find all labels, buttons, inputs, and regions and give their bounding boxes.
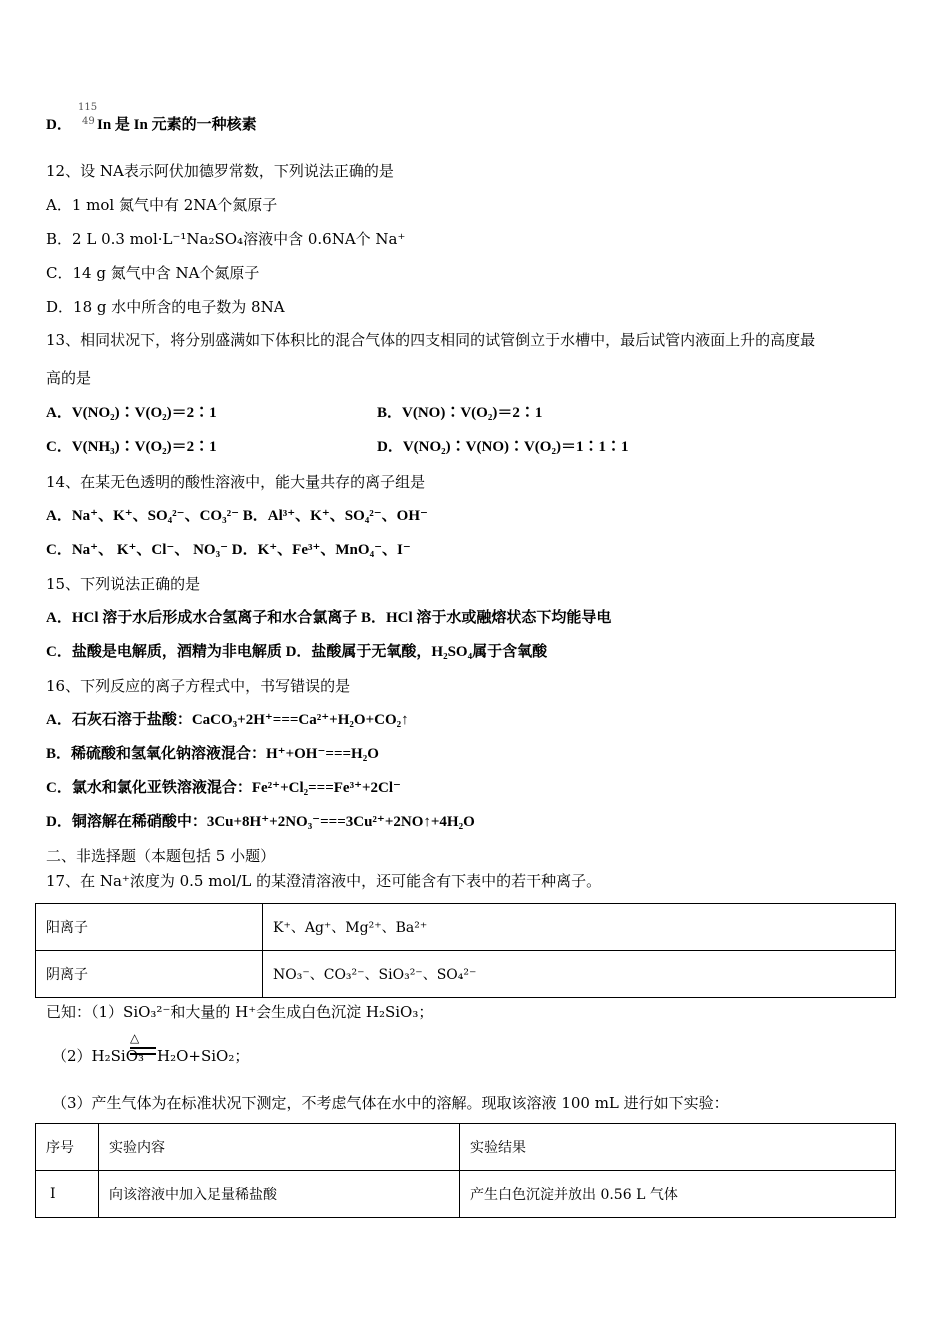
ion-list-cell: NO₃⁻、CO₃²⁻、SiO₃²⁻、SO₄²⁻ (263, 951, 896, 998)
mass-number: 115 (78, 102, 98, 113)
known-3: （3）产生气体为在标准状况下测定，不考虑气体在水中的溶解。现取该溶液 100 mL 进行如下实验： (52, 1094, 729, 1112)
row-index: Ⅰ (36, 1171, 99, 1218)
q13-stem-cont: 高的是 (46, 369, 92, 387)
ion-type-cell: 阳离子 (36, 904, 263, 951)
table-row (36, 1171, 896, 1218)
equals-sign (130, 1047, 156, 1055)
q16-option-c: C．氯水和氯化亚铁溶液混合：Fe²⁺+Cl₂===Fe³⁺+2Cl⁻ (46, 780, 401, 796)
row-result: 产生白色沉淀并放出 0.56 L 气体 (460, 1171, 896, 1218)
ion-type-cell: 阴离子 (36, 951, 263, 998)
q12-option-c: C．14 g 氮气中含 NA个氮原子 (46, 264, 260, 282)
ion-table (35, 903, 896, 998)
q16-stem: 16、下列反应的离子方程式中，书写错误的是 (46, 677, 351, 695)
atomic-number: 49 (82, 116, 95, 127)
q16-option-d: D．铜溶解在稀硝酸中：3Cu+8H⁺+2NO₃⁻===3Cu²⁺+2NO↑+4H₂O (46, 814, 475, 830)
q12-option-a: A．1 mol 氮气中有 2NA个氮原子 (46, 196, 278, 214)
header-index: 序号 (36, 1124, 99, 1171)
table-row (36, 951, 896, 998)
q13-option-b: B．V(NO)∶V(O₂)＝2∶1 (377, 405, 543, 421)
q16-option-a: A．石灰石溶于盐酸：CaCO₃+2H⁺===Ca²⁺+H₂O+CO₂↑ (46, 712, 409, 728)
section-heading: 二、非选择题（本题包括 5 小题） (46, 847, 276, 865)
header-content: 实验内容 (99, 1124, 460, 1171)
q14-options-cd: C．Na⁺、 K⁺、Cl⁻、 NO₃⁻ D．K⁺、Fe³⁺、MnO₄⁻、I⁻ (46, 542, 411, 558)
q13-stem: 13、相同状况下，将分别盛满如下体积比的混合气体的四支相同的试管倒立于水槽中，最后试管内液面上升的高度最 (46, 331, 816, 349)
q14-stem: 14、在某无色透明的酸性溶液中，能大量共存的离子组是 (46, 473, 426, 491)
ion-list-cell: K⁺、Ag⁺、Mg²⁺、Ba²⁺ (263, 904, 896, 951)
q13-option-a: A．V(NO₂)∶V(O₂)＝2∶1 (46, 405, 217, 421)
q12-option-b: B．2 L 0.3 mol·L⁻¹Na₂SO₄溶液中含 0.6NA个 Na⁺ (46, 230, 406, 248)
known-2-product: H₂O+SiO₂； (157, 1047, 250, 1065)
q16-option-b: B．稀硫酸和氢氧化钠溶液混合：H⁺+OH⁻===H₂O (46, 746, 379, 762)
q13-option-d: D．V(NO₂)∶V(NO)∶V(O₂)＝1∶1∶1 (377, 439, 629, 455)
table-row (36, 904, 896, 951)
heat-delta-icon: △ (130, 1031, 140, 1045)
experiment-table (35, 1123, 896, 1218)
known-1: 已知：（1）SiO₃²⁻和大量的 H⁺会生成白色沉淀 H₂SiO₃； (46, 1003, 434, 1021)
q17-stem: 17、在 Na⁺浓度为 0.5 mol/L 的某澄清溶液中，还可能含有下表中的若干种离子。 (46, 872, 602, 890)
known-2-reactant: （2）H₂SiO₃ (52, 1047, 145, 1065)
q11-option-d-text: In 是 In 元素的一种核素 (97, 117, 257, 133)
row-content: 向该溶液中加入足量稀盐酸 (99, 1171, 460, 1218)
q15-stem: 15、下列说法正确的是 (46, 575, 201, 593)
table-header-row (36, 1124, 896, 1171)
q12-option-d: D．18 g 水中所含的电子数为 8NA (46, 298, 285, 316)
q15-options-ab: A．HCl 溶于水后形成水合氢离子和水合氯离子 B．HCl 溶于水或融熔状态下均能导电 (46, 610, 612, 626)
q12-stem: 12、设 NA表示阿伏加德罗常数，下列说法正确的是 (46, 162, 394, 180)
q11-option-d-label: D． (46, 117, 72, 133)
q13-option-c: C．V(NH₃)∶V(O₂)＝2∶1 (46, 439, 217, 455)
q14-options-ab: A．Na⁺、K⁺、SO₄²⁻、CO₃²⁻ B．Al³⁺、K⁺、SO₄²⁻、OH⁻ (46, 508, 428, 524)
header-result: 实验结果 (460, 1124, 896, 1171)
q15-options-cd: C．盐酸是电解质，酒精为非电解质 D．盐酸属于无氧酸，H₂SO₄属于含氧酸 (46, 644, 548, 660)
